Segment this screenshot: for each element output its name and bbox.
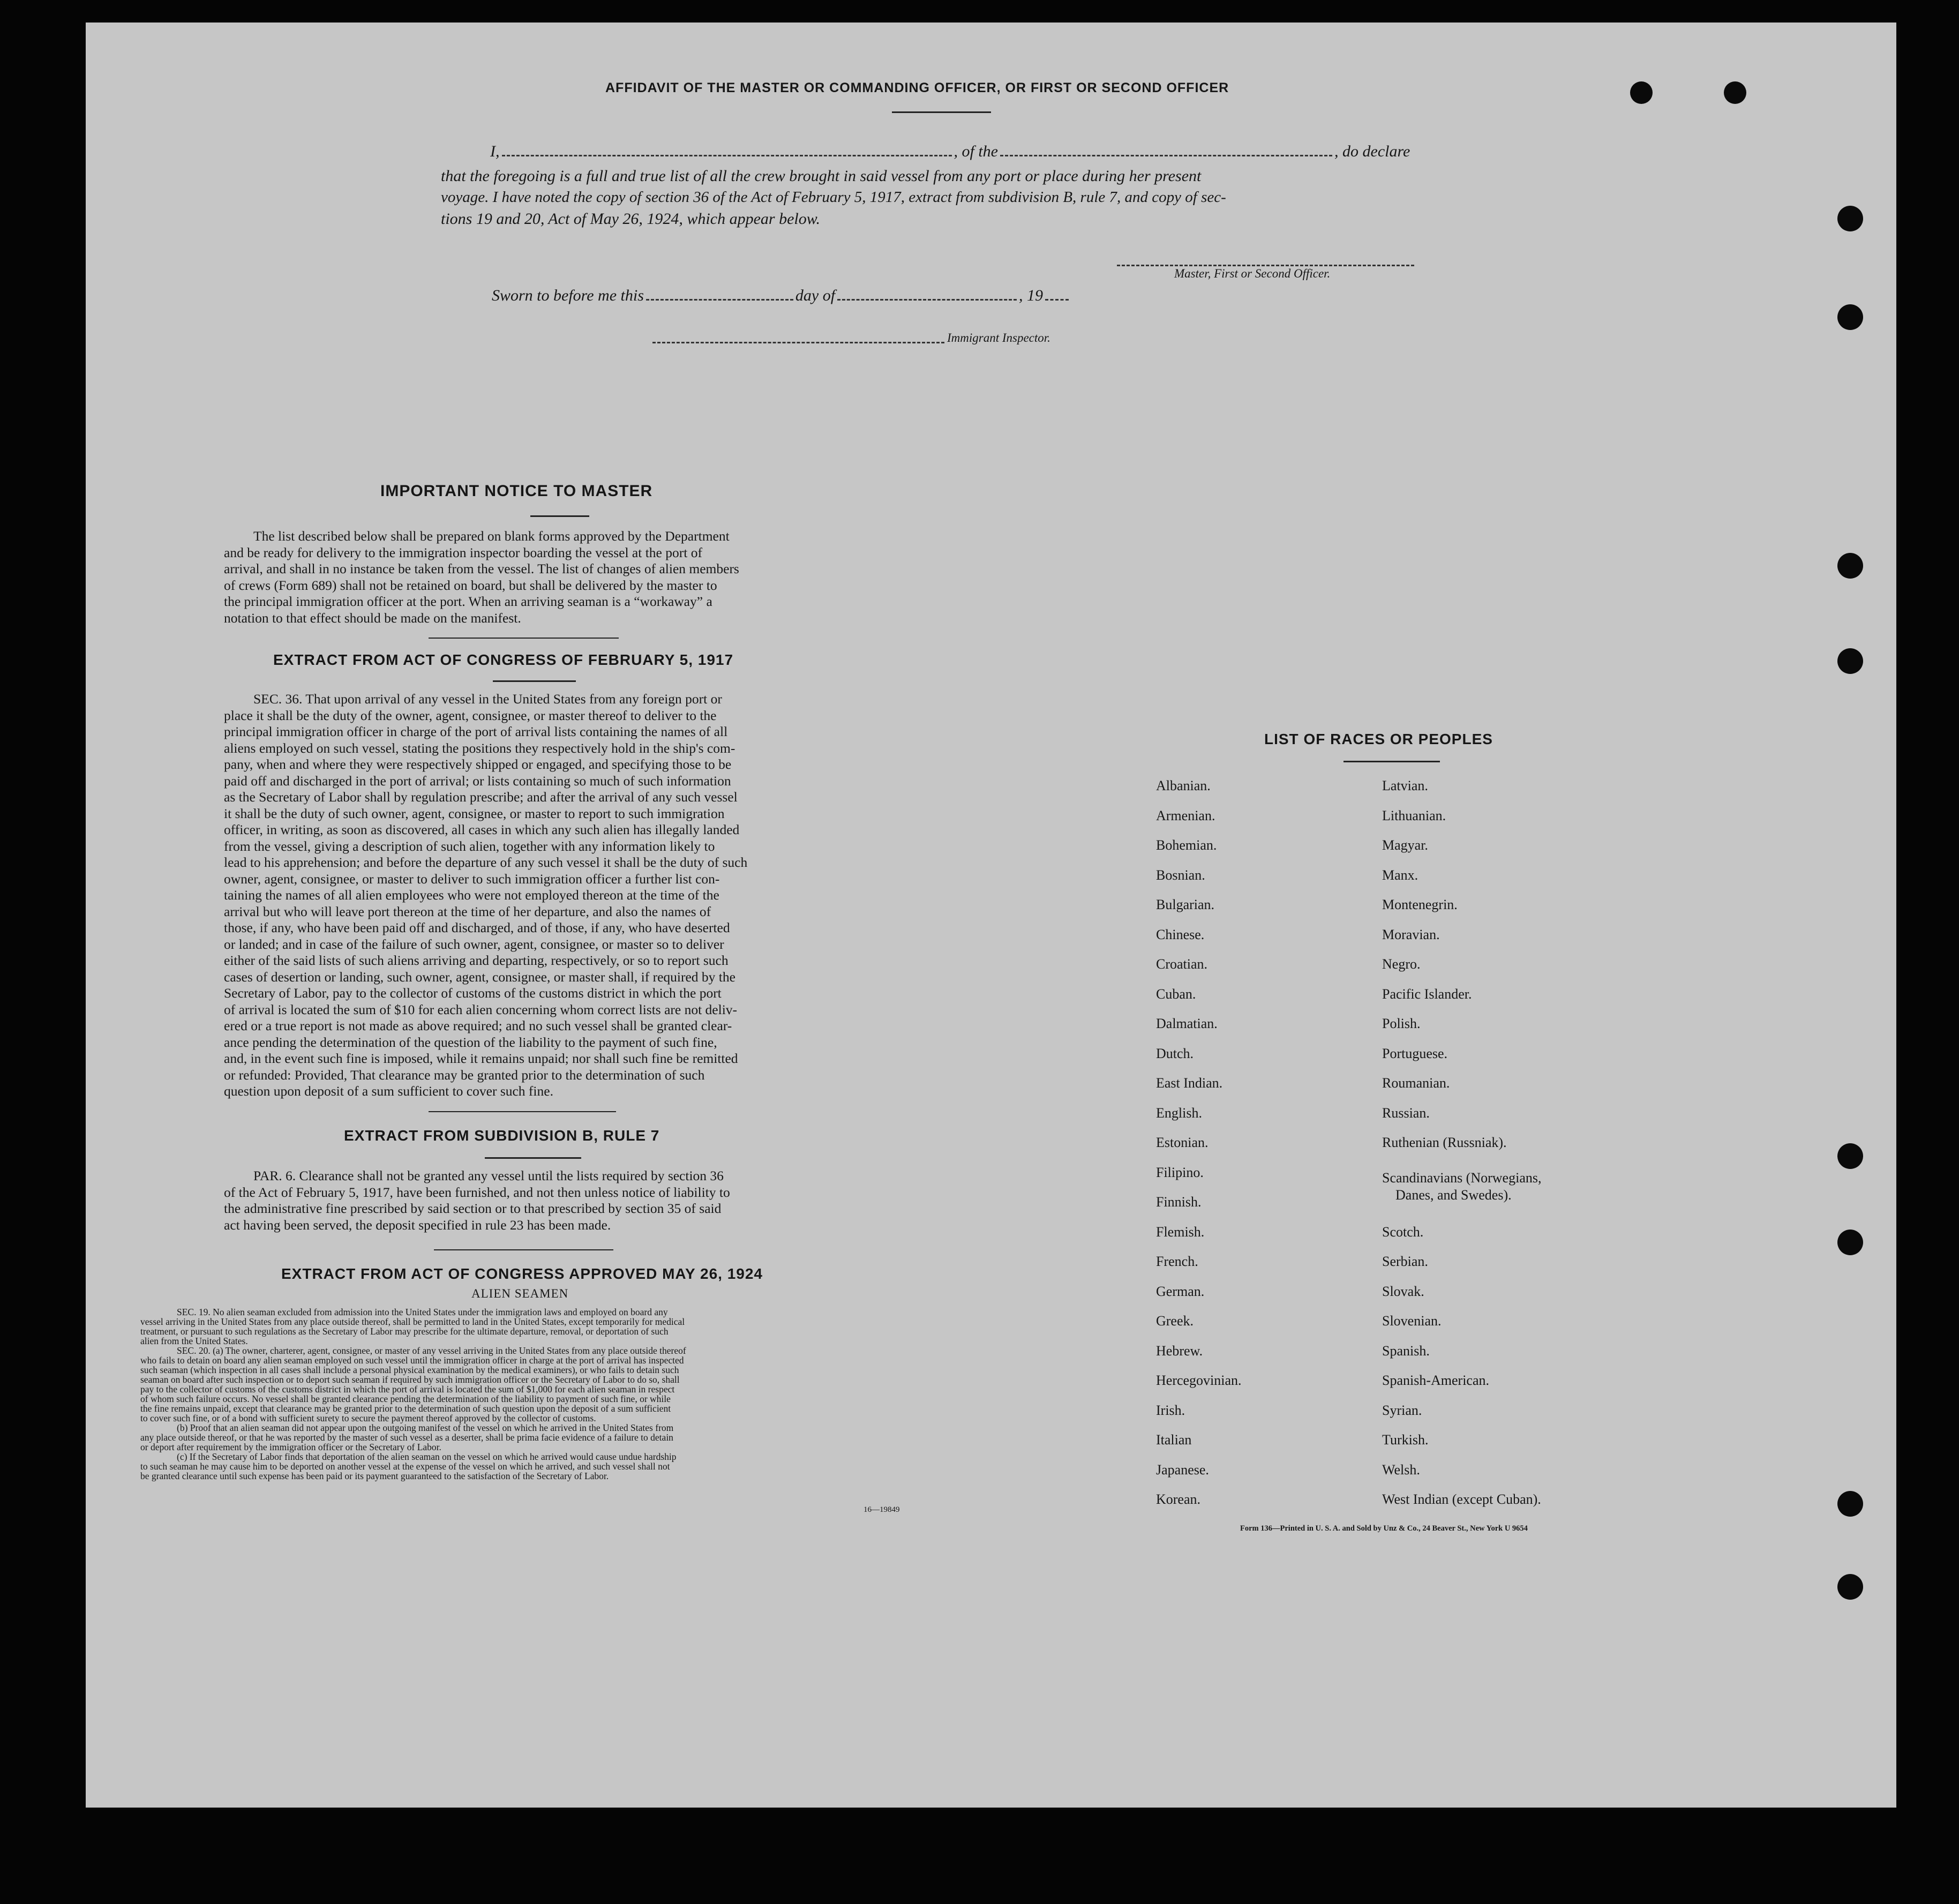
- race-right: Slovenian.: [1382, 1313, 1442, 1329]
- sec20-line: to such seaman he may cause him to be deported on another vessel at the expense of the vessel on which he arrived, and such vessel shall not: [140, 1461, 670, 1472]
- sec20-line: SEC. 20. (a) The owner, charterer, agent, consignee, or master of any vessel arriving in the United States from any place outside thereof: [177, 1345, 686, 1356]
- race-right: Moravian.: [1382, 927, 1440, 942]
- sec36-line: arrival but who will leave port thereon at the time of her departure, and also the names of: [224, 903, 711, 919]
- sec36-line: from the vessel, giving a description of such alien, together with any information likely to: [224, 838, 715, 854]
- affidavit-line-1: that the foregoing is a full and true list of all the crew brought in said vessel from any port or place during her present: [441, 167, 1202, 185]
- race-left: Dutch.: [1156, 1046, 1194, 1061]
- punch-hole: [1724, 81, 1746, 104]
- master-label: Master, First or Second Officer.: [1174, 267, 1331, 280]
- race-left: Cuban.: [1156, 986, 1196, 1002]
- punch-hole: [1837, 304, 1863, 330]
- sec20-line: to cover such fine, or of a bond with sufficient surety to secure the payment thereof approved by the collector of customs.: [140, 1413, 596, 1423]
- race-right: Danes, and Swedes).: [1395, 1187, 1512, 1203]
- extract-1924-paragraph: [140, 1307, 906, 1481]
- sec36-line: and, in the event such fine is imposed, while it remains unpaid; nor shall such fine be remitted: [224, 1051, 738, 1066]
- divider: [429, 1111, 616, 1112]
- sec36-line: pany, when and where they were respectively shipped or engaged, and specifying those to be: [224, 756, 732, 772]
- divider: [429, 638, 619, 639]
- sec36-line: those, if any, who have been paid off and discharged, and of those, if any, who have deserted: [224, 920, 730, 935]
- sec36-line: either of the said lists of such aliens arriving and departing, respectively, or so to report such: [224, 953, 729, 968]
- race-right: Polish.: [1382, 1016, 1421, 1031]
- sec20-line: or deport after requirement by the immigration officer or the Secretary of Labor.: [140, 1442, 441, 1452]
- affidavit-line-2: voyage. I have noted the copy of section 36 of the Act of February 5, 1917, extract from subdivision B, rule 7, and copy of sec-: [441, 189, 1226, 206]
- divider: [1343, 761, 1440, 762]
- race-right: Spanish-American.: [1382, 1373, 1490, 1388]
- printer-footer: Form 136—Printed in U. S. A. and Sold by Unz & Co., 24 Beaver St., New York U 9654: [1240, 1524, 1528, 1533]
- race-left: Filipino.: [1156, 1165, 1204, 1180]
- notice-line: and be ready for delivery to the immigration inspector boarding the vessel at the port of: [224, 544, 702, 560]
- race-right: Serbian.: [1382, 1254, 1428, 1269]
- race-left: Bohemian.: [1156, 837, 1217, 853]
- race-left: Irish.: [1156, 1403, 1185, 1418]
- punch-hole: [1837, 553, 1863, 579]
- master-signature-line[interactable]: [1117, 265, 1414, 266]
- extract-1924-title: EXTRACT FROM ACT OF CONGRESS APPROVED MAY 26, 1924: [281, 1265, 763, 1282]
- divider: [530, 515, 589, 517]
- sec36-line: it shall be the duty of such owner, agent, consignee, or master to report to such immigration: [224, 805, 725, 821]
- do-declare-label: , do declare: [1334, 143, 1410, 160]
- sworn-line: [492, 287, 1071, 305]
- of-the-label: , of the: [954, 143, 998, 160]
- race-left: Estonian.: [1156, 1135, 1209, 1150]
- rule7-line: of the Act of February 5, 1917, have been furnished, and not then unless notice of liability to: [224, 1184, 730, 1200]
- race-left: Japanese.: [1156, 1462, 1209, 1478]
- race-left: East Indian.: [1156, 1075, 1223, 1091]
- notice-paragraph: [224, 528, 827, 626]
- extract-1917-title: EXTRACT FROM ACT OF CONGRESS OF FEBRUARY 5, 1917: [273, 651, 734, 668]
- race-left: Bosnian.: [1156, 867, 1205, 883]
- punch-hole: [1837, 1230, 1863, 1255]
- sec20-line: pay to the collector of customs of the customs district in which the port of arrival is located the sum of $1,000 for each alien seaman in respect: [140, 1384, 675, 1395]
- race-left: Flemish.: [1156, 1224, 1205, 1240]
- sec19-line: SEC. 19. No alien seaman excluded from admission into the United States under the immigration laws and employed on board any: [177, 1307, 668, 1317]
- race-right: Manx.: [1382, 867, 1418, 883]
- rule7-title: EXTRACT FROM SUBDIVISION B, RULE 7: [344, 1127, 660, 1144]
- sec20-line: be granted clearance until such expense has been paid or its payment guaranteed to the satisfaction of the Secretary of Labor.: [140, 1471, 609, 1481]
- month-blank[interactable]: [837, 299, 1017, 301]
- race-right: Russian.: [1382, 1105, 1430, 1121]
- race-right: Montenegrin.: [1382, 897, 1458, 912]
- race-left: Albanian.: [1156, 778, 1211, 793]
- race-right: Magyar.: [1382, 837, 1428, 853]
- affidavit-title: AFFIDAVIT OF THE MASTER OR COMMANDING OFFICER, OR FIRST OR SECOND OFFICER: [605, 80, 1229, 95]
- extract-1917-paragraph: [224, 691, 827, 1100]
- notice-line: arrival, and shall in no instance be taken from the vessel. The list of changes of alien members: [224, 561, 739, 576]
- sec36-line: cases of desertion or landing, such owner, agent, consignee, or master shall, if required by the: [224, 969, 735, 985]
- race-left: Italian: [1156, 1432, 1192, 1448]
- divider: [493, 680, 576, 682]
- race-left: Armenian.: [1156, 808, 1215, 823]
- race-right: Ruthenian (Russniak).: [1382, 1135, 1507, 1150]
- race-left: Hercegovinian.: [1156, 1373, 1242, 1388]
- scan-border: [0, 1808, 1959, 1904]
- race-right: Slovak.: [1382, 1284, 1424, 1299]
- sec20-line: who fails to detain on board any alien seaman employed on such vessel until the immigration officer in charge at the port of arrival has inspected: [140, 1355, 684, 1366]
- sec36-line: ered or a true report is not made as above required; and no such vessel shall be granted clear-: [224, 1018, 732, 1033]
- name-blank[interactable]: [502, 155, 952, 156]
- race-right: Scotch.: [1382, 1224, 1424, 1240]
- sworn-label: Sworn to before me this: [492, 287, 644, 304]
- sec36-line: Secretary of Labor, pay to the collector of customs of the customs district in which the port: [224, 985, 722, 1001]
- notice-line: notation to that effect should be made on the manifest.: [224, 610, 521, 626]
- race-right: Lithuanian.: [1382, 808, 1446, 823]
- race-right: Spanish.: [1382, 1343, 1430, 1359]
- race-left: Korean.: [1156, 1491, 1201, 1507]
- rule7-line: the administrative fine prescribed by said section or to that prescribed by section 35 of said: [224, 1201, 722, 1216]
- punch-hole: [1837, 648, 1863, 674]
- sec36-line: or landed; and in case of the failure of such owner, agent, consignee, or master so to deliver: [224, 936, 724, 952]
- race-right: Turkish.: [1382, 1432, 1429, 1448]
- day-blank[interactable]: [646, 299, 793, 301]
- punch-hole: [1837, 1491, 1863, 1517]
- race-right: Latvian.: [1382, 778, 1428, 793]
- race-right: Roumanian.: [1382, 1075, 1450, 1091]
- year-blank[interactable]: [1045, 299, 1069, 301]
- race-left: Dalmatian.: [1156, 1016, 1218, 1031]
- punch-hole: [1630, 81, 1653, 104]
- sec36-line: as the Secretary of Labor shall by regulation prescribe; and after the arrival of any such vessel: [224, 789, 738, 805]
- rule7-line: act having been served, the deposit specified in rule 23 has been made.: [224, 1217, 611, 1233]
- punch-hole: [1837, 206, 1863, 231]
- divider: [892, 111, 991, 113]
- race-left: Bulgarian.: [1156, 897, 1215, 912]
- affidavit-declaration: [490, 143, 1410, 161]
- punch-hole: [1837, 1574, 1863, 1600]
- punch-hole: [1837, 1143, 1863, 1169]
- notice-title: IMPORTANT NOTICE TO MASTER: [380, 482, 653, 500]
- notice-line: The list described below shall be prepared on blank forms approved by the Department: [253, 528, 730, 544]
- race-left: German.: [1156, 1284, 1205, 1299]
- sec36-line: of arrival is located the sum of $10 for each alien concerning whom correct lists are not deliv-: [224, 1001, 738, 1017]
- race-left: Croatian.: [1156, 956, 1208, 972]
- races-title: LIST OF RACES OR PEOPLES: [1264, 731, 1493, 747]
- affidavit-line-3: tions 19 and 20, Act of May 26, 1924, which appear below.: [441, 210, 821, 228]
- sec20-line: seaman on board after such inspection or to deport such seaman if required by such immigration officer or the Secretary of Labor to do so, shall: [140, 1374, 680, 1385]
- inspector-signature-line[interactable]: [652, 342, 944, 343]
- notice-line: of crews (Form 689) shall not be retained on board, but shall be delivered by the master to: [224, 577, 717, 593]
- race-right: Portuguese.: [1382, 1046, 1448, 1061]
- year-label: , 19: [1019, 287, 1044, 304]
- sec36-line: or refunded: Provided, That clearance may be granted prior to the determination of such: [224, 1067, 705, 1083]
- alien-seamen-subtitle: ALIEN SEAMEN: [471, 1287, 569, 1300]
- sec19-line: treatment, or pursuant to such regulations as the Secretary of Labor may prescribe for the ultimate departure, removal, or deportation of such: [140, 1326, 669, 1337]
- sec36-line: lead to his apprehension; and before the departure of any such vessel it shall be the duty of such: [224, 854, 748, 870]
- sec20-line: the fine remains unpaid, except that clearance may be granted prior to the determination of such question upon the deposit of a sum sufficient: [140, 1403, 671, 1414]
- race-right: Pacific Islander.: [1382, 986, 1472, 1002]
- race-right: West Indian (except Cuban).: [1382, 1491, 1541, 1507]
- sec36-line: aliens employed on such vessel, stating the positions they respectively hold in the ship's com-: [224, 740, 735, 756]
- sec36-line: SEC. 36. That upon arrival of any vessel in the United States from any foreign port or: [253, 691, 722, 707]
- sec19-line: alien from the United States.: [140, 1336, 248, 1346]
- sec36-line: officer, in writing, as soon as discovered, all cases in which any such alien has illegally landed: [224, 822, 740, 837]
- sec36-line: paid off and discharged in the port of arrival; or lists containing so much of such information: [224, 773, 731, 789]
- race-left: Finnish.: [1156, 1194, 1202, 1210]
- rule7-paragraph: [224, 1168, 827, 1233]
- sec36-line: question upon deposit of a sum sufficient to cover such fine.: [224, 1083, 553, 1099]
- sec20-line: (b) Proof that an alien seaman did not appear upon the outgoing manifest of the vessel on which he arrived in the United States from: [177, 1422, 674, 1433]
- form-number: 16—19849: [864, 1505, 900, 1514]
- divider: [434, 1249, 613, 1250]
- sec20-line: such seaman (which inspection in all cases shall include a personal physical examination by the medical examiners), or who fails to detain such: [140, 1365, 679, 1375]
- race-right: Syrian.: [1382, 1403, 1422, 1418]
- race-right: Negro.: [1382, 956, 1421, 972]
- i-label: I,: [490, 143, 500, 160]
- sec36-line: place it shall be the duty of the owner, agent, consignee, or master thereof to deliver to the: [224, 707, 717, 723]
- sec19-line: vessel arriving in the United States from any place outside thereof, shall be permitted to land in the United States, except temporarily for medical: [140, 1316, 685, 1327]
- sec20-line: any place outside thereof, or that he was reported by the master of such vessel as a deserter, shall be prima facie evidence of a failure to detain: [140, 1432, 673, 1443]
- sec36-line: taining the names of all alien employees who were not employed thereon at the time of the: [224, 887, 719, 903]
- sec36-line: principal immigration officer in charge of the port of arrival lists containing the names of all: [224, 724, 728, 739]
- inspector-label: Immigrant Inspector.: [947, 331, 1050, 344]
- sec36-line: ance pending the determination of the question of the liability to the payment of such fine,: [224, 1034, 717, 1050]
- divider: [485, 1157, 581, 1159]
- race-left: French.: [1156, 1254, 1198, 1269]
- notice-line: the principal immigration officer at the port. When an arriving seaman is a “workaway” a: [224, 594, 712, 609]
- rule7-line: PAR. 6. Clearance shall not be granted any vessel until the lists required by section 36: [253, 1168, 724, 1183]
- sec36-line: owner, agent, consignee, or master to deliver to such immigration officer a further list con-: [224, 871, 720, 887]
- race-left: English.: [1156, 1105, 1202, 1121]
- race-right: Welsh.: [1382, 1462, 1420, 1478]
- race-right: Scandinavians (Norwegians,: [1382, 1170, 1542, 1186]
- sec20-line: (c) If the Secretary of Labor finds that deportation of the alien seaman on the vessel on which he arrived would cause undue hardship: [177, 1451, 677, 1462]
- race-left: Chinese.: [1156, 927, 1205, 942]
- race-left: Hebrew.: [1156, 1343, 1203, 1359]
- vessel-blank[interactable]: [1000, 155, 1332, 156]
- day-of-label: day of: [795, 287, 836, 304]
- race-left: Greek.: [1156, 1313, 1194, 1329]
- sec20-line: of whom such failure occurs. No vessel shall be granted clearance pending the determination of the liability to payment of such fine, or while: [140, 1393, 671, 1404]
